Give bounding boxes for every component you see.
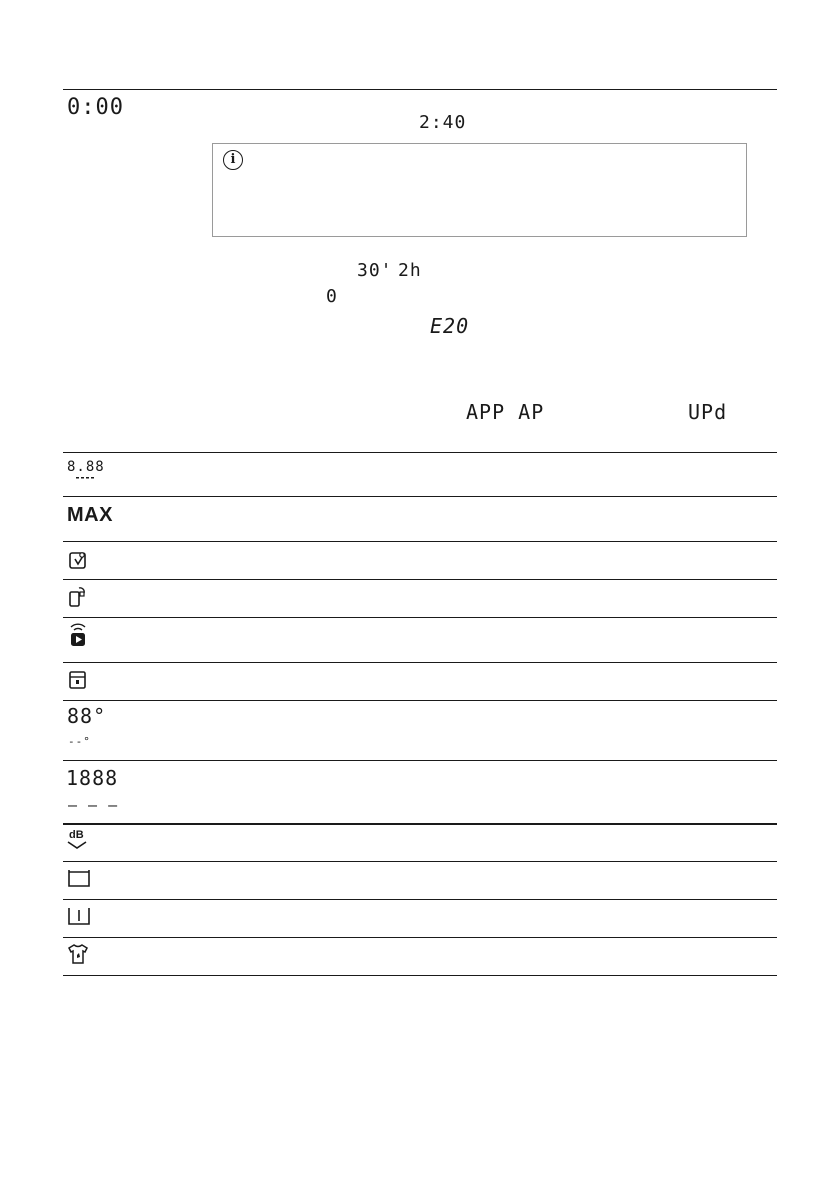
rule-top (63, 89, 777, 90)
tub-divider-icon (67, 905, 91, 927)
rule-7 (63, 700, 777, 701)
shirt-icon (67, 943, 89, 965)
rule-2 (63, 496, 777, 497)
temperature-icon: 88° (67, 704, 107, 728)
rule-12 (63, 937, 777, 938)
upd-display: UPd (688, 400, 728, 424)
rule-10 (63, 861, 777, 862)
error-code-display: E20 (430, 314, 470, 338)
zero-display: 0 (326, 286, 338, 307)
info-icon: i (223, 150, 243, 170)
rule-5 (63, 617, 777, 618)
db-down-icon (66, 827, 88, 851)
sensor-dots-icon (76, 476, 98, 480)
spin-icon: 1888 (66, 766, 119, 790)
door-lock-icon (68, 670, 88, 690)
svg-text:dB: dB (69, 829, 84, 841)
tub-icon (67, 867, 91, 889)
wifi-play-icon (68, 621, 88, 647)
delay-30-display: 30' (357, 260, 393, 281)
rule-8 (63, 760, 777, 761)
delay-2h-display: 2h (398, 260, 422, 281)
time-example-display: 2:40 (419, 112, 467, 133)
time-zero-display: 0:00 (67, 95, 124, 120)
rule-11 (63, 899, 777, 900)
rule-6 (63, 662, 777, 663)
stain-icon (68, 550, 88, 570)
remote-start-icon (68, 586, 88, 608)
sensor-digits-icon: 8.88 (67, 459, 105, 475)
note-box (212, 143, 747, 237)
max-icon: MAX (67, 504, 113, 526)
rule-3 (63, 541, 777, 542)
spin-dashes-icon: – – – (68, 796, 119, 814)
temperature-dashes-icon: --° (68, 735, 91, 748)
rule-4 (63, 579, 777, 580)
app-ap-display: APP AP (466, 400, 545, 424)
rule-bottom (63, 975, 777, 976)
rule-1 (63, 452, 777, 453)
rule-9 (63, 823, 777, 825)
